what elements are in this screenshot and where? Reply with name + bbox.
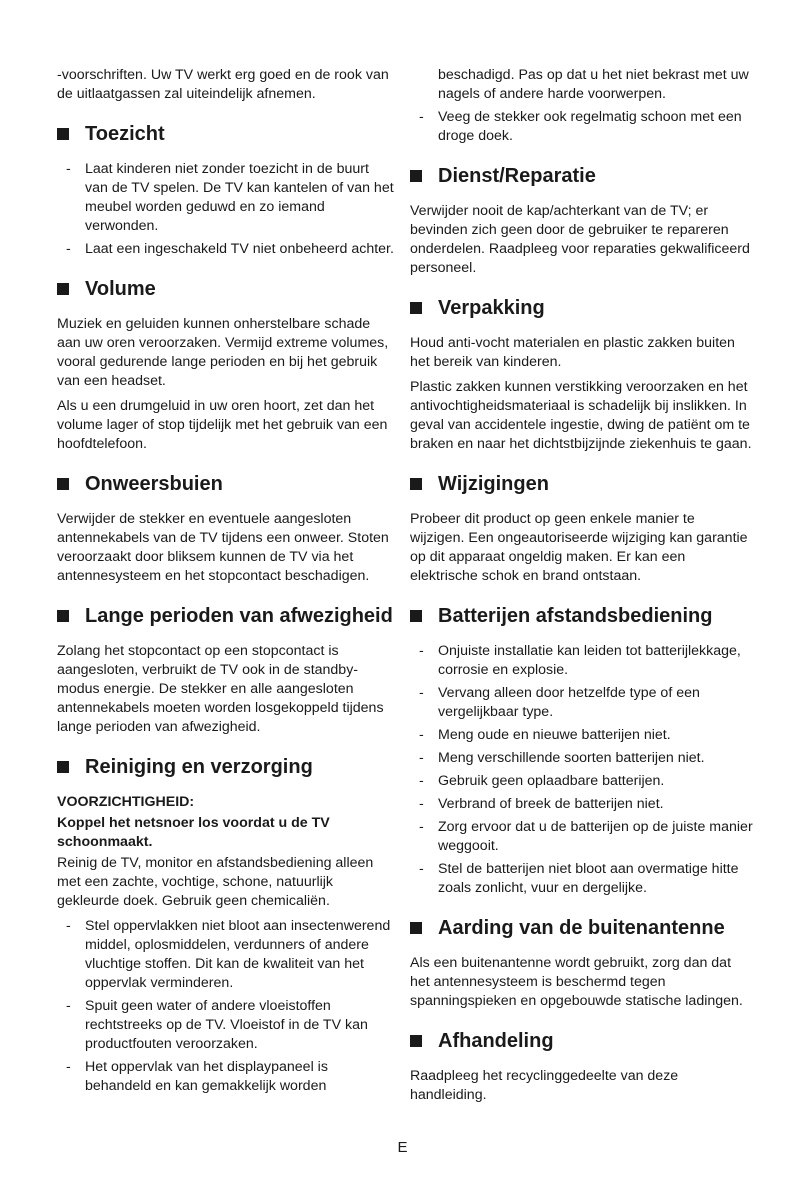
heading-square-icon — [57, 283, 69, 295]
list-item: - Zorg ervoor dat u de batterijen op de juiste manier weggooit. — [419, 819, 753, 854]
reiniging-list — [57, 917, 395, 1096]
paragraph: Verwijder nooit de kap/achterkant van de TV; er bevinden zich geen door de gebruiker te repareren onderdelen. Raadpleeg voor reparaties gekwalificeerd personeel. — [410, 203, 750, 276]
paragraph: Plastic zakken kunnen verstikking veroorzaken en het antivochtigheidsmateriaal is schadelijk bij inslikken. In geval van accidentele ingestie, dwing de patiënt om te braken en naar het dichtstbijzijnde ziekenhuis te gaan. — [410, 379, 752, 452]
list-item: - Spuit geen water of andere vloeistoffen rechtstreeks op de TV. Vloeistof in de TV kan productfouten veroorzaken. — [66, 998, 368, 1052]
list-item: - Veeg de stekker ook regelmatig schoon met een droge doek. — [419, 109, 742, 144]
list-item: - Onjuiste installatie kan leiden tot batterijlekkage, corrosie en explosie. — [419, 643, 741, 678]
heading-square-icon — [410, 922, 422, 934]
list-item-continued: beschadigd. Pas op dat u het niet bekrast met uw nagels of andere harde voorwerpen. — [438, 67, 749, 102]
paragraph: Als een buitenantenne wordt gebruikt, zorg dan dat het antennesysteem is beschermd tegen spanningspieken en opgebouwde statische ladingen. — [410, 955, 743, 1009]
section-heading-verpakking: Verpakking — [410, 296, 753, 320]
heading-square-icon — [57, 761, 69, 773]
heading-square-icon — [57, 610, 69, 622]
list-item: - Meng verschillende soorten batterijen niet. — [419, 750, 705, 766]
heading-square-icon — [410, 302, 422, 314]
paragraph: Verwijder de stekker en eventuele aangesloten antennekabels van de TV tijdens een onweer. Stoten veroorzaakt door bliksem kunnen de TV via het antennesysteem en het stopcontact beschadigen. — [57, 511, 389, 584]
section-heading-volume: Volume — [57, 277, 395, 301]
caution-label: VOORZICHTIGHEID: — [57, 794, 195, 810]
paragraph: Probeer dit product op geen enkele manier te wijzigen. Een ongeautoriseerde wijziging kan garantie op dit apparaat ongeldig maken. Er kan een elektrische schok en brand ontstaan. — [410, 511, 748, 584]
caution-text: Koppel het netsnoer los voordat u de TV schoonmaakt. — [57, 815, 330, 850]
list-item: - Gebruik geen oplaadbare batterijen. — [419, 773, 665, 789]
heading-square-icon — [57, 128, 69, 140]
paragraph: Zolang het stopcontact op een stopcontact is aangesloten, verbruikt de TV ook in de standby-modus energie. De stekker en alle aangesloten antennekabels moeten worden losgekoppeld tijdens lange perioden van afwezigheid. — [57, 643, 384, 735]
list-item: - Stel de batterijen niet bloot aan overmatige hitte zoals zonlicht, vuur en dergelijke. — [419, 861, 739, 896]
list-item: - Het oppervlak van het displaypaneel is behandeld en kan gemakkelijk worden — [66, 1059, 328, 1094]
batterijen-list — [410, 642, 753, 898]
list-item: - Stel oppervlakken niet bloot aan insectenwerend middel, oplosmiddelen, verdunners of andere vluchtige stoffen. Dit kan de kwaliteit van het oppervlak verminderen. — [66, 918, 391, 991]
list-item: - Laat kinderen niet zonder toezicht in de buurt van de TV spelen. De TV kan kantelen of van het meubel worden geduwd en zo iemand verwonden. — [66, 161, 394, 234]
paragraph: Reinig de TV, monitor en afstandsbediening alleen met een zachte, vochtige, schone, natuurlijk gekleurde doek. Gebruik geen chemicaliën. — [57, 855, 374, 909]
section-heading-afwezigheid: Lange perioden van afwezigheid — [57, 604, 395, 628]
left-column — [57, 66, 395, 1100]
page-footer-marker: E — [397, 1139, 408, 1156]
intro-text: -voorschriften. Uw TV werkt erg goed en de rook van de uitlaatgassen zal uiteindelijk afnemen. — [57, 67, 389, 102]
section-heading-afhandeling: Afhandeling — [410, 1029, 753, 1053]
section-heading-reiniging: Reiniging en verzorging — [57, 755, 395, 779]
heading-square-icon — [410, 170, 422, 182]
heading-square-icon — [57, 478, 69, 490]
section-heading-batterijen: Batterijen afstandsbediening — [410, 604, 753, 628]
section-heading-toezicht: Toezicht — [57, 122, 395, 146]
section-heading-onweersbuien: Onweersbuien — [57, 472, 395, 496]
list-item: - Meng oude en nieuwe batterijen niet. — [419, 727, 671, 743]
list-item: - Vervang alleen door hetzelfde type of een vergelijkbaar type. — [419, 685, 700, 720]
right-column — [410, 66, 753, 1111]
paragraph: Als u een drumgeluid in uw oren hoort, zet dan het volume lager of stop tijdelijk met het gebruik van een hoofdtelefoon. — [57, 398, 388, 452]
heading-square-icon — [410, 1035, 422, 1047]
paragraph: Houd anti-vocht materialen en plastic zakken buiten het bereik van kinderen. — [410, 335, 735, 370]
list-item: - Laat een ingeschakeld TV niet onbeheerd achter. — [66, 241, 394, 257]
paragraph: Muziek en geluiden kunnen onherstelbare schade aan uw oren veroorzaken. Vermijd extreme volumes, vooral gedurende lange perioden en bij het gebruik van een headset. — [57, 316, 389, 389]
section-heading-aarding: Aarding van de buitenantenne — [410, 916, 753, 940]
section-heading-dienst: Dienst/Reparatie — [410, 164, 753, 188]
heading-square-icon — [410, 478, 422, 490]
list-item: - Verbrand of breek de batterijen niet. — [419, 796, 664, 812]
section-heading-wijzigingen: Wijzigingen — [410, 472, 753, 496]
continued-list — [410, 66, 753, 146]
paragraph: Raadpleeg het recyclinggedeelte van deze handleiding. — [410, 1068, 679, 1103]
heading-square-icon — [410, 610, 422, 622]
toezicht-list — [57, 160, 395, 259]
